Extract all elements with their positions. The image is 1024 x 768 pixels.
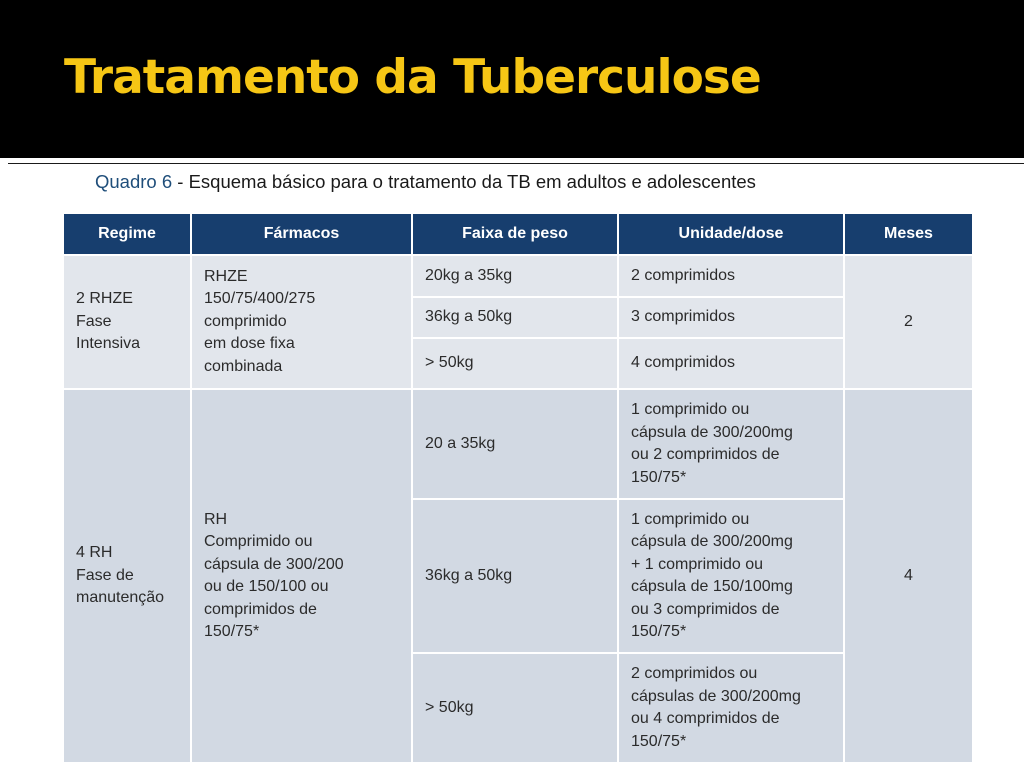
farmacos-cell: RHZE 150/75/400/275 comprimido em dose fixa combinada (191, 255, 412, 389)
faixa-cell: 36kg a 50kg (412, 297, 618, 338)
unidade-cell: 1 comprimido ou cápsula de 300/200mg + 1 comprimido ou cápsula de 150/100mg ou 3 comprimidos de 150/75* (618, 499, 844, 653)
faixa-cell: 36kg a 50kg (412, 499, 618, 653)
treatment-table (62, 212, 974, 764)
faixa-cell: > 50kg (412, 653, 618, 763)
unidade-cell: 1 comprimido ou cápsula de 300/200mg ou 2 comprimidos de 150/75* (618, 389, 844, 499)
farmacos-cell: RH Comprimido ou cápsula de 300/200 ou de 150/100 ou comprimidos de 150/75* (191, 389, 412, 763)
table-header-row (63, 213, 973, 255)
meses-cell: 4 (844, 389, 973, 763)
faixa-cell: 20kg a 35kg (412, 255, 618, 297)
caption-label: Quadro 6 (95, 171, 173, 192)
regime-cell: 2 RHZE Fase Intensiva (63, 255, 191, 389)
meses-cell: 2 (844, 255, 973, 389)
unidade-cell: 3 comprimidos (618, 297, 844, 338)
table-row (63, 389, 973, 499)
header-farmacos: Fármacos (191, 213, 412, 255)
header-regime: Regime (63, 213, 191, 255)
faixa-cell: 20 a 35kg (412, 389, 618, 499)
divider-line (8, 163, 1024, 164)
table-row (63, 255, 973, 297)
header-meses: Meses (844, 213, 973, 255)
title-divider (0, 158, 1024, 161)
header-unidade-dose: Unidade/dose (618, 213, 844, 255)
regime-cell: 4 RH Fase de manutenção (63, 389, 191, 763)
table-caption (95, 171, 756, 193)
caption-text: - Esquema básico para o tratamento da TB em adultos e adolescentes (172, 171, 756, 192)
faixa-cell: > 50kg (412, 338, 618, 389)
slide-title: Tratamento da Tuberculose (64, 50, 761, 105)
unidade-cell: 2 comprimidos (618, 255, 844, 297)
unidade-cell: 2 comprimidos ou cápsulas de 300/200mg ou 4 comprimidos de 150/75* (618, 653, 844, 763)
header-faixa-de-peso: Faixa de peso (412, 213, 618, 255)
unidade-cell: 4 comprimidos (618, 338, 844, 389)
